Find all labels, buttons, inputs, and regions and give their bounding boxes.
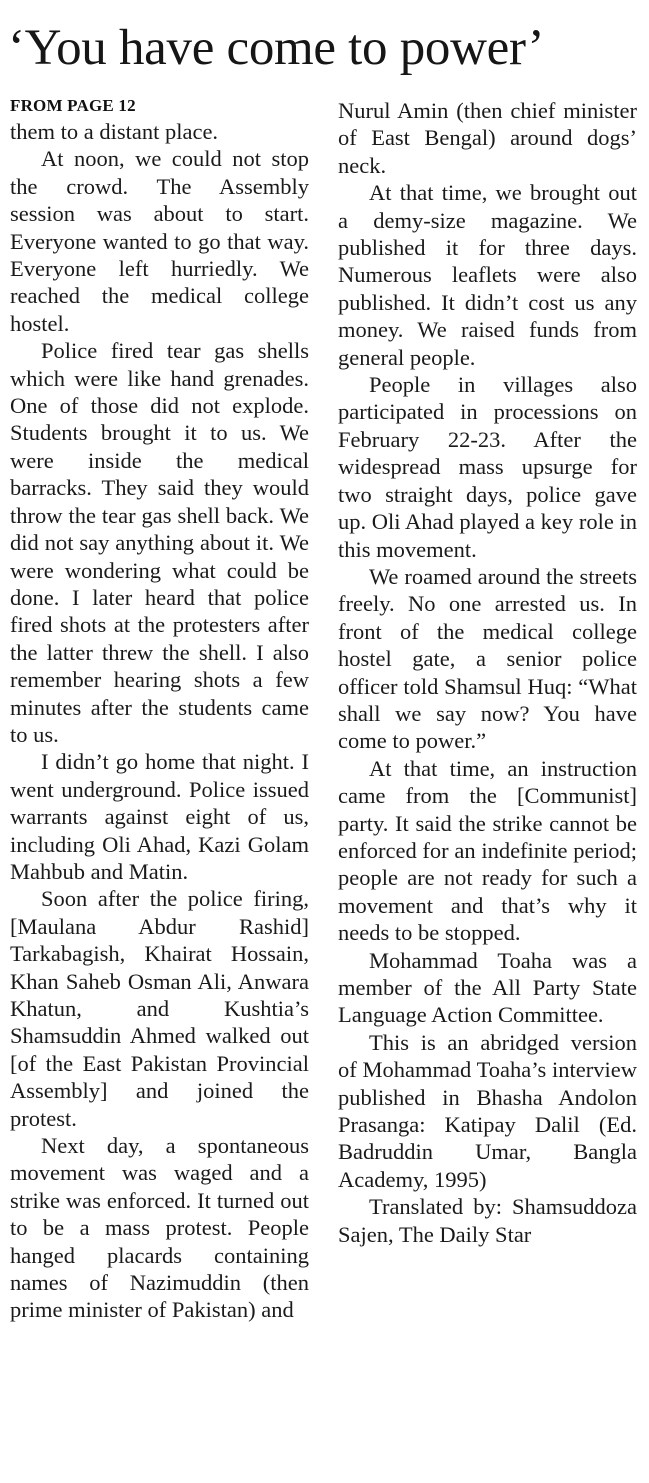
headline: ‘You have come to power’ <box>8 20 545 76</box>
paragraph: I didn’t go home that night. I went underground. Police issued warrants against eight of us, including Oli Ahad, Kazi Golam Mahbub and Matin. <box>10 749 309 884</box>
paragraph: At that time, an instruction came from the [Communist] party. It said the strike cannot be enforced for an indefinite period; people are not ready for such a movement and that’s why it needs to be stopped. <box>338 755 637 946</box>
paragraph: We roamed around the streets freely. No one arrested us. In front of the medical college hostel gate, a senior police officer told Shamsul Huq: “What shall we say now? You have come to power.” <box>338 563 637 754</box>
paragraph: Police fired tear gas shells which were like hand grenades. One of those did not explode. Students brought it to us. We were inside the medical barracks. They said they would throw the tear gas shell back. We did not say anything about it. We were wondering what could be done. I later heard that police fired shots at the protesters after the latter threw the shell. I also remember hearing shots a few minutes after the students came to us. <box>10 338 309 747</box>
paragraph: Soon after the police firing, [Maulana Abdur Rashid] Tarkabagish, Khairat Hossain, Khan Saheb Osman Ali, Anwara Khatun, and Kushtia’s Shamsuddin Ahmed walked out [of the East Pakistan Provincial Assembly] and joined the protest. <box>10 886 309 1131</box>
paragraph: Next day, a spontaneous movement was waged and a strike was enforced. It turned out to be a mass protest. People hanged placards containing names of Nazimuddin (then prime minister of Pakistan) and <box>10 1133 309 1323</box>
author-note: Mohammad Toaha was a member of the All Party State Language Action Committee. <box>338 947 637 1028</box>
article-column-right <box>338 97 637 1248</box>
paragraph: them to a distant place. <box>10 119 219 144</box>
paragraph: People in villages also participated in processions on February 22-23. After the widespread mass upsurge for two straight days, police gave up. Oli Ahad played a key role in this movement. <box>338 372 637 562</box>
paragraph: At that time, we brought out a demy-size magazine. We published it for three days. Numerous leaflets were also published. It didn’t cost us any money. We raised funds from general people. <box>338 180 637 370</box>
paragraph: At noon, we could not stop the crowd. The Assembly session was about to start. Everyone wanted to go that way. Everyone left hurriedly. We reached the medical college hostel. <box>10 146 309 336</box>
paragraph: Nurul Amin (then chief minister of East Bengal) around dogs’ neck. <box>338 98 637 178</box>
continued-from-label: FROM PAGE 12 <box>10 96 136 115</box>
translator-credit: Translated by: Shamsuddoza Sajen, The Daily Star <box>338 1194 637 1247</box>
article-column-left <box>10 96 309 1324</box>
source-note: This is an abridged version of Mohammad Toaha’s interview published in Bhasha Andolon Prasanga: Katipay Dalil (Ed. Badruddin Umar, Bangla Academy, 1995) <box>338 1029 637 1192</box>
